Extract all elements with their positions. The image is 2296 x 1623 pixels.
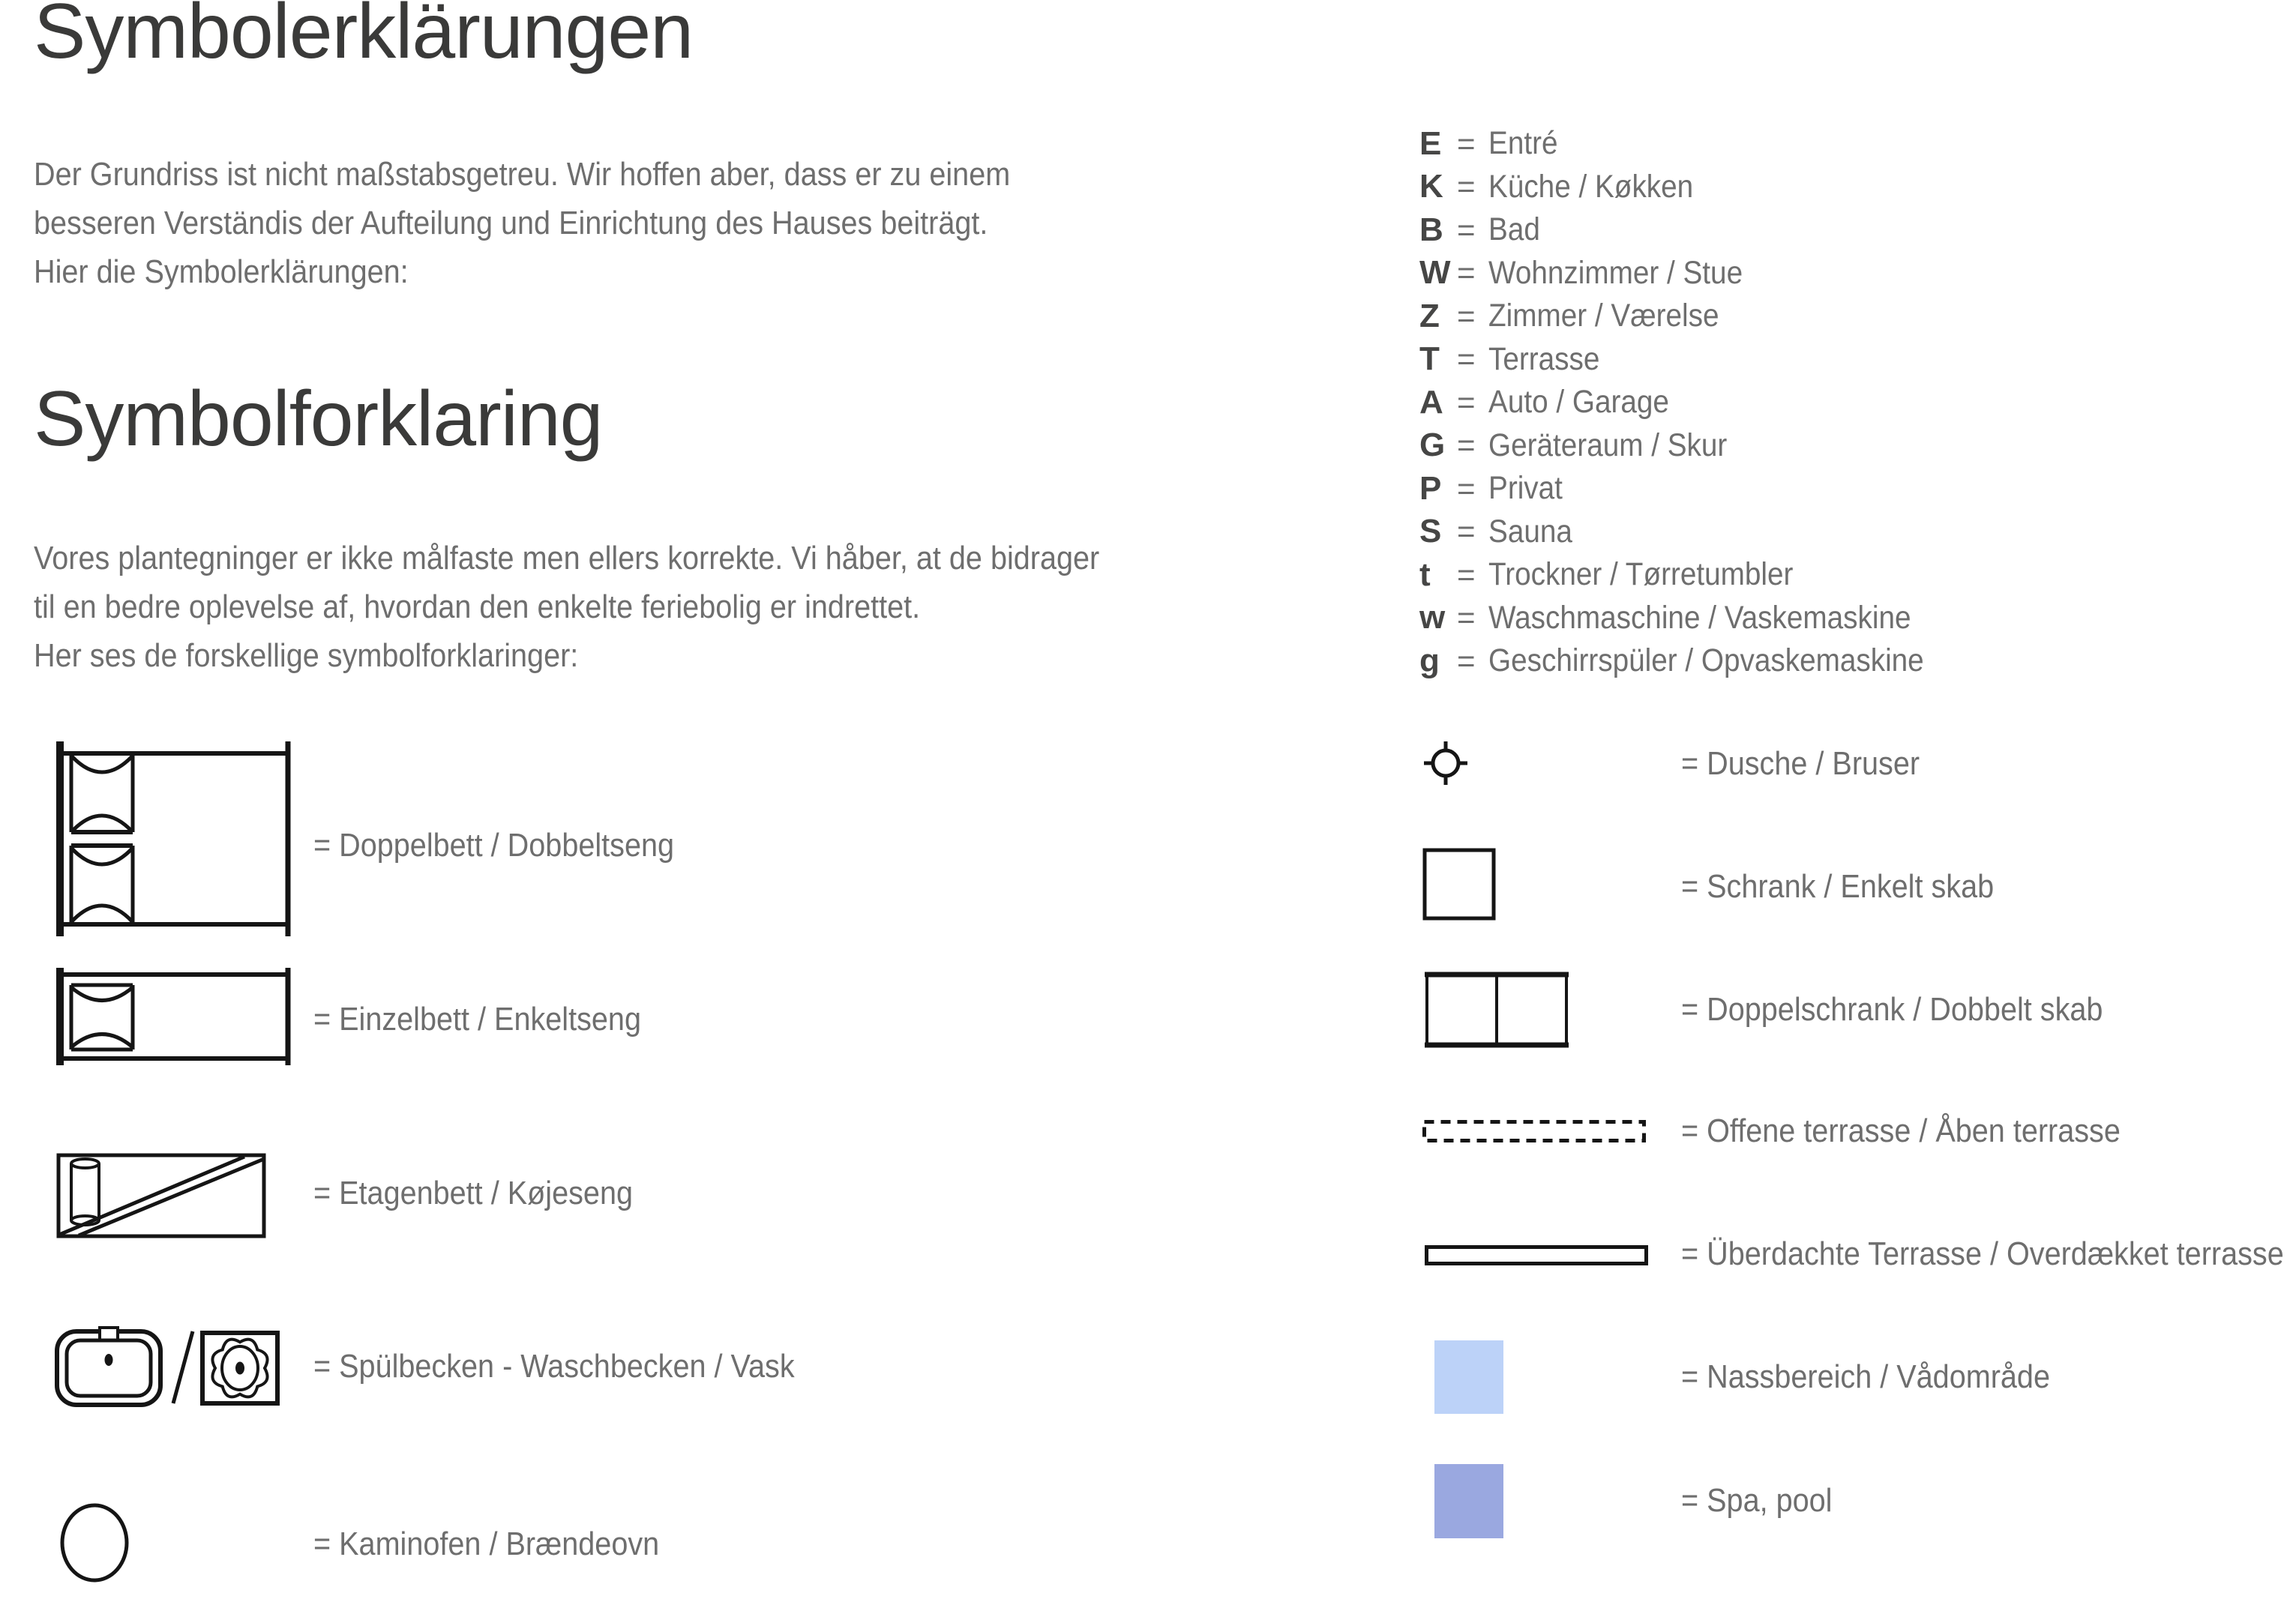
abbr-label: Terrasse — [1488, 340, 1600, 377]
bunk-bed-icon — [56, 1153, 266, 1238]
legend-label-wet-area: = Nassbereich / Vådområde — [1681, 1358, 2050, 1395]
intro-danish — [34, 534, 1218, 680]
intro-german-line2: besseren Verständis der Aufteilung und Einrichtung des Hauses beiträgt. — [34, 205, 988, 241]
page-title-danish: Symbolforklaring — [34, 376, 603, 463]
abbr-label: Privat — [1488, 470, 1563, 507]
abbr-label: Wohnzimmer / Stue — [1488, 254, 1743, 291]
abbr-label: Auto / Garage — [1488, 384, 1669, 421]
abbr-row-terrasse — [1419, 338, 1972, 382]
abbr-row-zimmer — [1419, 295, 1972, 338]
abbr-letter: S — [1419, 513, 1442, 550]
abbreviation-list — [1419, 122, 1972, 683]
equals-sign: = — [1457, 514, 1476, 549]
abbr-letter: P — [1419, 469, 1442, 507]
open-terrace-icon — [1422, 1120, 1646, 1142]
abbr-row-waschmaschine — [1419, 597, 1972, 640]
spa-pool-swatch — [1434, 1464, 1503, 1538]
legend-label-single-cabinet: = Schrank / Enkelt skab — [1681, 868, 1995, 905]
legend-label-sink: = Spülbecken - Waschbecken / Vask — [313, 1348, 795, 1385]
intro-german-line1: Der Grundriss ist nicht maßstabsgetreu. Wir hoffen aber, dass er zu einem — [34, 156, 1011, 193]
abbr-letter: W — [1419, 254, 1451, 292]
wet-area-swatch — [1434, 1340, 1503, 1414]
equals-sign: = — [1457, 470, 1476, 506]
covered-terrace-icon — [1425, 1245, 1648, 1265]
legend-label-bunk-bed: = Etagenbett / Køjeseng — [313, 1175, 633, 1211]
equals-sign: = — [1457, 642, 1476, 678]
abbr-letter: Z — [1419, 297, 1440, 334]
abbr-row-wohnzimmer — [1419, 252, 1972, 295]
legend-label-stove: = Kaminofen / Brændeovn — [313, 1526, 660, 1562]
abbr-letter: w — [1419, 599, 1446, 636]
single-cabinet-icon — [1422, 848, 1496, 921]
abbr-row-trockner — [1419, 553, 1972, 597]
abbr-label: Zimmer / Værelse — [1488, 298, 1719, 334]
abbr-row-kueche — [1419, 166, 1972, 209]
abbr-row-privat — [1419, 467, 1972, 511]
legend-label-single-bed: = Einzelbett / Enkeltseng — [313, 1001, 641, 1038]
equals-sign: = — [1457, 556, 1476, 592]
abbr-letter: g — [1419, 642, 1440, 679]
single-bed-icon — [55, 967, 293, 1066]
abbr-letter: K — [1419, 168, 1443, 205]
abbr-row-geraeteraum — [1419, 424, 1972, 468]
abbr-label: Entré — [1488, 125, 1558, 162]
intro-german-line3: Hier die Symbolerklärungen: — [34, 253, 409, 290]
abbr-row-auto — [1419, 381, 1972, 424]
equals-sign: = — [1457, 211, 1476, 247]
abbr-letter: B — [1419, 211, 1443, 248]
abbr-letter: A — [1419, 383, 1443, 421]
page-title-german: Symbolerklärungen — [34, 0, 694, 75]
equals-sign: = — [1457, 600, 1476, 636]
intro-danish-line2: til en bedre oplevelse af, hvordan den enkelte feriebolig er indrettet. — [34, 588, 921, 625]
abbr-label: Sauna — [1488, 513, 1572, 549]
legend-label-double-cabinet: = Doppelschrank / Dobbelt skab — [1681, 991, 2103, 1028]
shower-icon — [1423, 741, 1468, 786]
abbr-label: Küche / Køkken — [1488, 168, 1694, 205]
legend-label-shower: = Dusche / Bruser — [1681, 745, 1920, 782]
equals-sign: = — [1457, 125, 1476, 161]
abbr-label: Trockner / Tørretumbler — [1488, 556, 1794, 593]
abbr-letter: E — [1419, 124, 1442, 162]
equals-sign: = — [1457, 255, 1476, 291]
abbr-label: Waschmaschine / Vaskemaskine — [1488, 599, 1911, 636]
intro-german — [34, 150, 1119, 296]
sink-washbasin-icon — [55, 1325, 280, 1409]
legend-label-double-bed: = Doppelbett / Dobbeltseng — [313, 827, 675, 864]
legend-label-spa-pool: = Spa, pool — [1681, 1482, 1833, 1519]
equals-sign: = — [1457, 169, 1476, 205]
double-cabinet-icon — [1425, 972, 1569, 1048]
legend-label-open-terrace: = Offene terrasse / Åben terrasse — [1681, 1112, 2121, 1149]
legend-label-covered-terrace: = Überdachte Terrasse / Overdækket terrasse — [1681, 1235, 2284, 1272]
equals-sign: = — [1457, 341, 1476, 377]
intro-danish-line1: Vores plantegninger er ikke målfaste men ellers korrekte. Vi håber, at de bidrager — [34, 540, 1100, 576]
abbr-label: Geräteraum / Skur — [1488, 427, 1728, 463]
wood-stove-icon — [58, 1502, 130, 1583]
abbr-label: Geschirrspüler / Opvaskemaskine — [1488, 642, 1924, 679]
abbr-label: Bad — [1488, 211, 1540, 248]
abbr-letter: T — [1419, 340, 1440, 378]
equals-sign: = — [1457, 298, 1476, 334]
double-bed-icon — [55, 741, 293, 937]
abbr-row-sauna — [1419, 511, 1972, 554]
abbr-row-bad — [1419, 208, 1972, 252]
equals-sign: = — [1457, 427, 1476, 463]
abbr-letter: t — [1419, 555, 1431, 593]
equals-sign: = — [1457, 384, 1476, 420]
abbr-letter: G — [1419, 427, 1446, 464]
intro-danish-line3: Her ses de forskellige symbolforklaringer: — [34, 637, 579, 674]
abbr-row-entre — [1419, 122, 1972, 166]
abbr-row-geschirrspueler — [1419, 639, 1972, 683]
